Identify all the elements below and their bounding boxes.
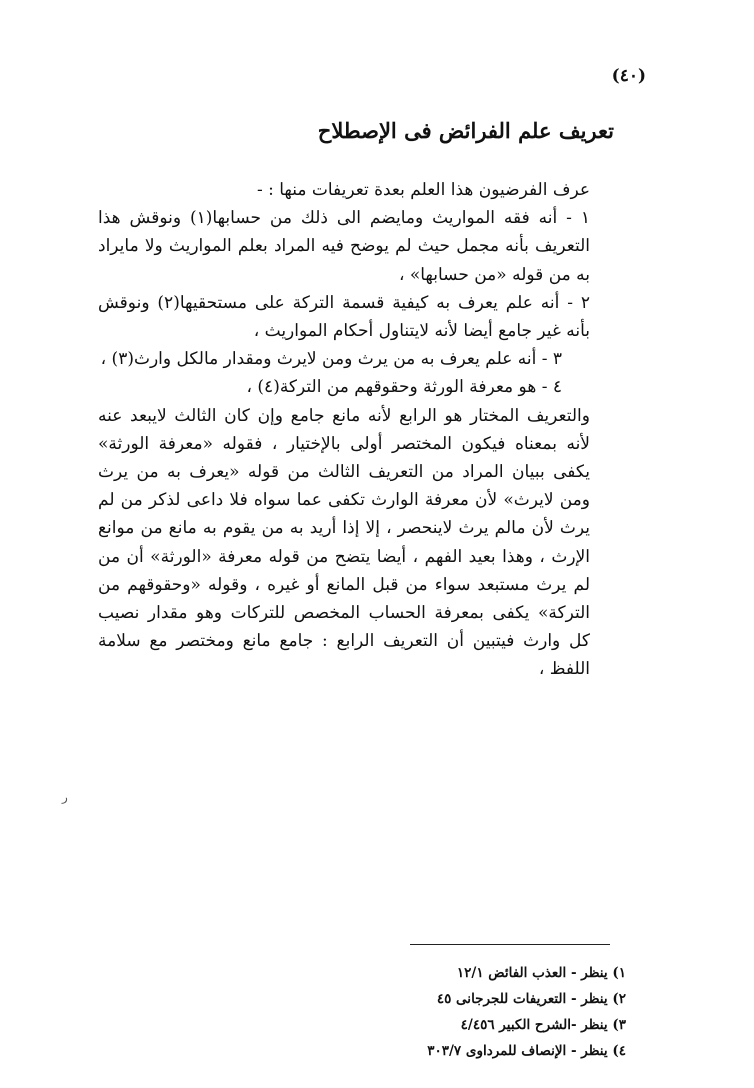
definition-2-paragraph: ٢ - أنه علم يعرف به كيفية قسمة التركة على مستحقيها(٢) ونوقش بأنه غير جامع أيضا لأنه لايتناول أحكام المواريث ، (98, 292, 590, 342)
section-title: تعريف علم الفرائض فى الإصطلاح (317, 118, 614, 143)
footnote-item: ٢) ينظر - التعريفات للجرجانى ٤٥ (436, 991, 626, 1007)
definition-3-paragraph: ٣ - أنه علم يعرف به من يرث ومن لايرث ومقدار مالكل وارث(٣) ، (100, 349, 562, 370)
definition-4-paragraph: ٤ - هو معرفة الورثة وحقوقهم من التركة(٤) ، (246, 377, 562, 398)
intro-paragraph: عرف الفرضيون هذا العلم بعدة تعريفات منها : - (256, 180, 590, 200)
body-text (98, 176, 610, 684)
footnote-item: ٣) ينظر -الشرح الكبير ٤/٤٥٦ (460, 1017, 626, 1033)
footnote-divider (410, 944, 610, 945)
footnote-item: ٤) ينظر - الإنصاف للمرداوى ٣٠٣/٧ (427, 1043, 626, 1059)
footnote-item: ١) ينظر - العذب الفائض ١٢/١ (456, 965, 626, 981)
margin-mark: ﺭ (62, 790, 68, 804)
page-number: (٤٠) (611, 66, 646, 86)
footnotes (326, 960, 626, 1064)
definition-1-paragraph: ١ - أنه فقه المواريث ومايضم الى ذلك من حسابها(١) ونوقش هذا التعريف بأنه مجمل حيث لم يوضح فيه المراد بعلم المواريث ولا مايراد به من قوله «من حسابها» ، (98, 208, 590, 285)
discussion-paragraph: والتعريف المختار هو الرابع لأنه مانع جامع وإن كان الثالث لايبعد عنه لأنه بمعناه فيكون المختصر أولى بالإختيار ، فقوله «معرفة الورثة» يكفى ببيان المراد من التعريف الثالث من قوله «يعرف به من يرث ومن لايرث» لأن معرفة الوارث تكفى عما سواه فلا داعى لذكر من لم يرث لأن مالم يرث لاينحصر ، إلا إذا أريد به من يقوم به مانع من موانع الإرث ، وهذا بعيد الفهم ، أيضا يتضح من قوله معرفة «الورثة» أن من لم يرث مستبعد سواء من قبل المانع أو غيره ، وقوله «وحقوقهم من التركة» يكفى بمعرفة الحساب المخصص للتركات وهو مقدار نصيب كل وارث فيتبين أن التعريف الرابع : جامع مانع ومختصر مع سلامة اللفظ ، (98, 405, 590, 680)
